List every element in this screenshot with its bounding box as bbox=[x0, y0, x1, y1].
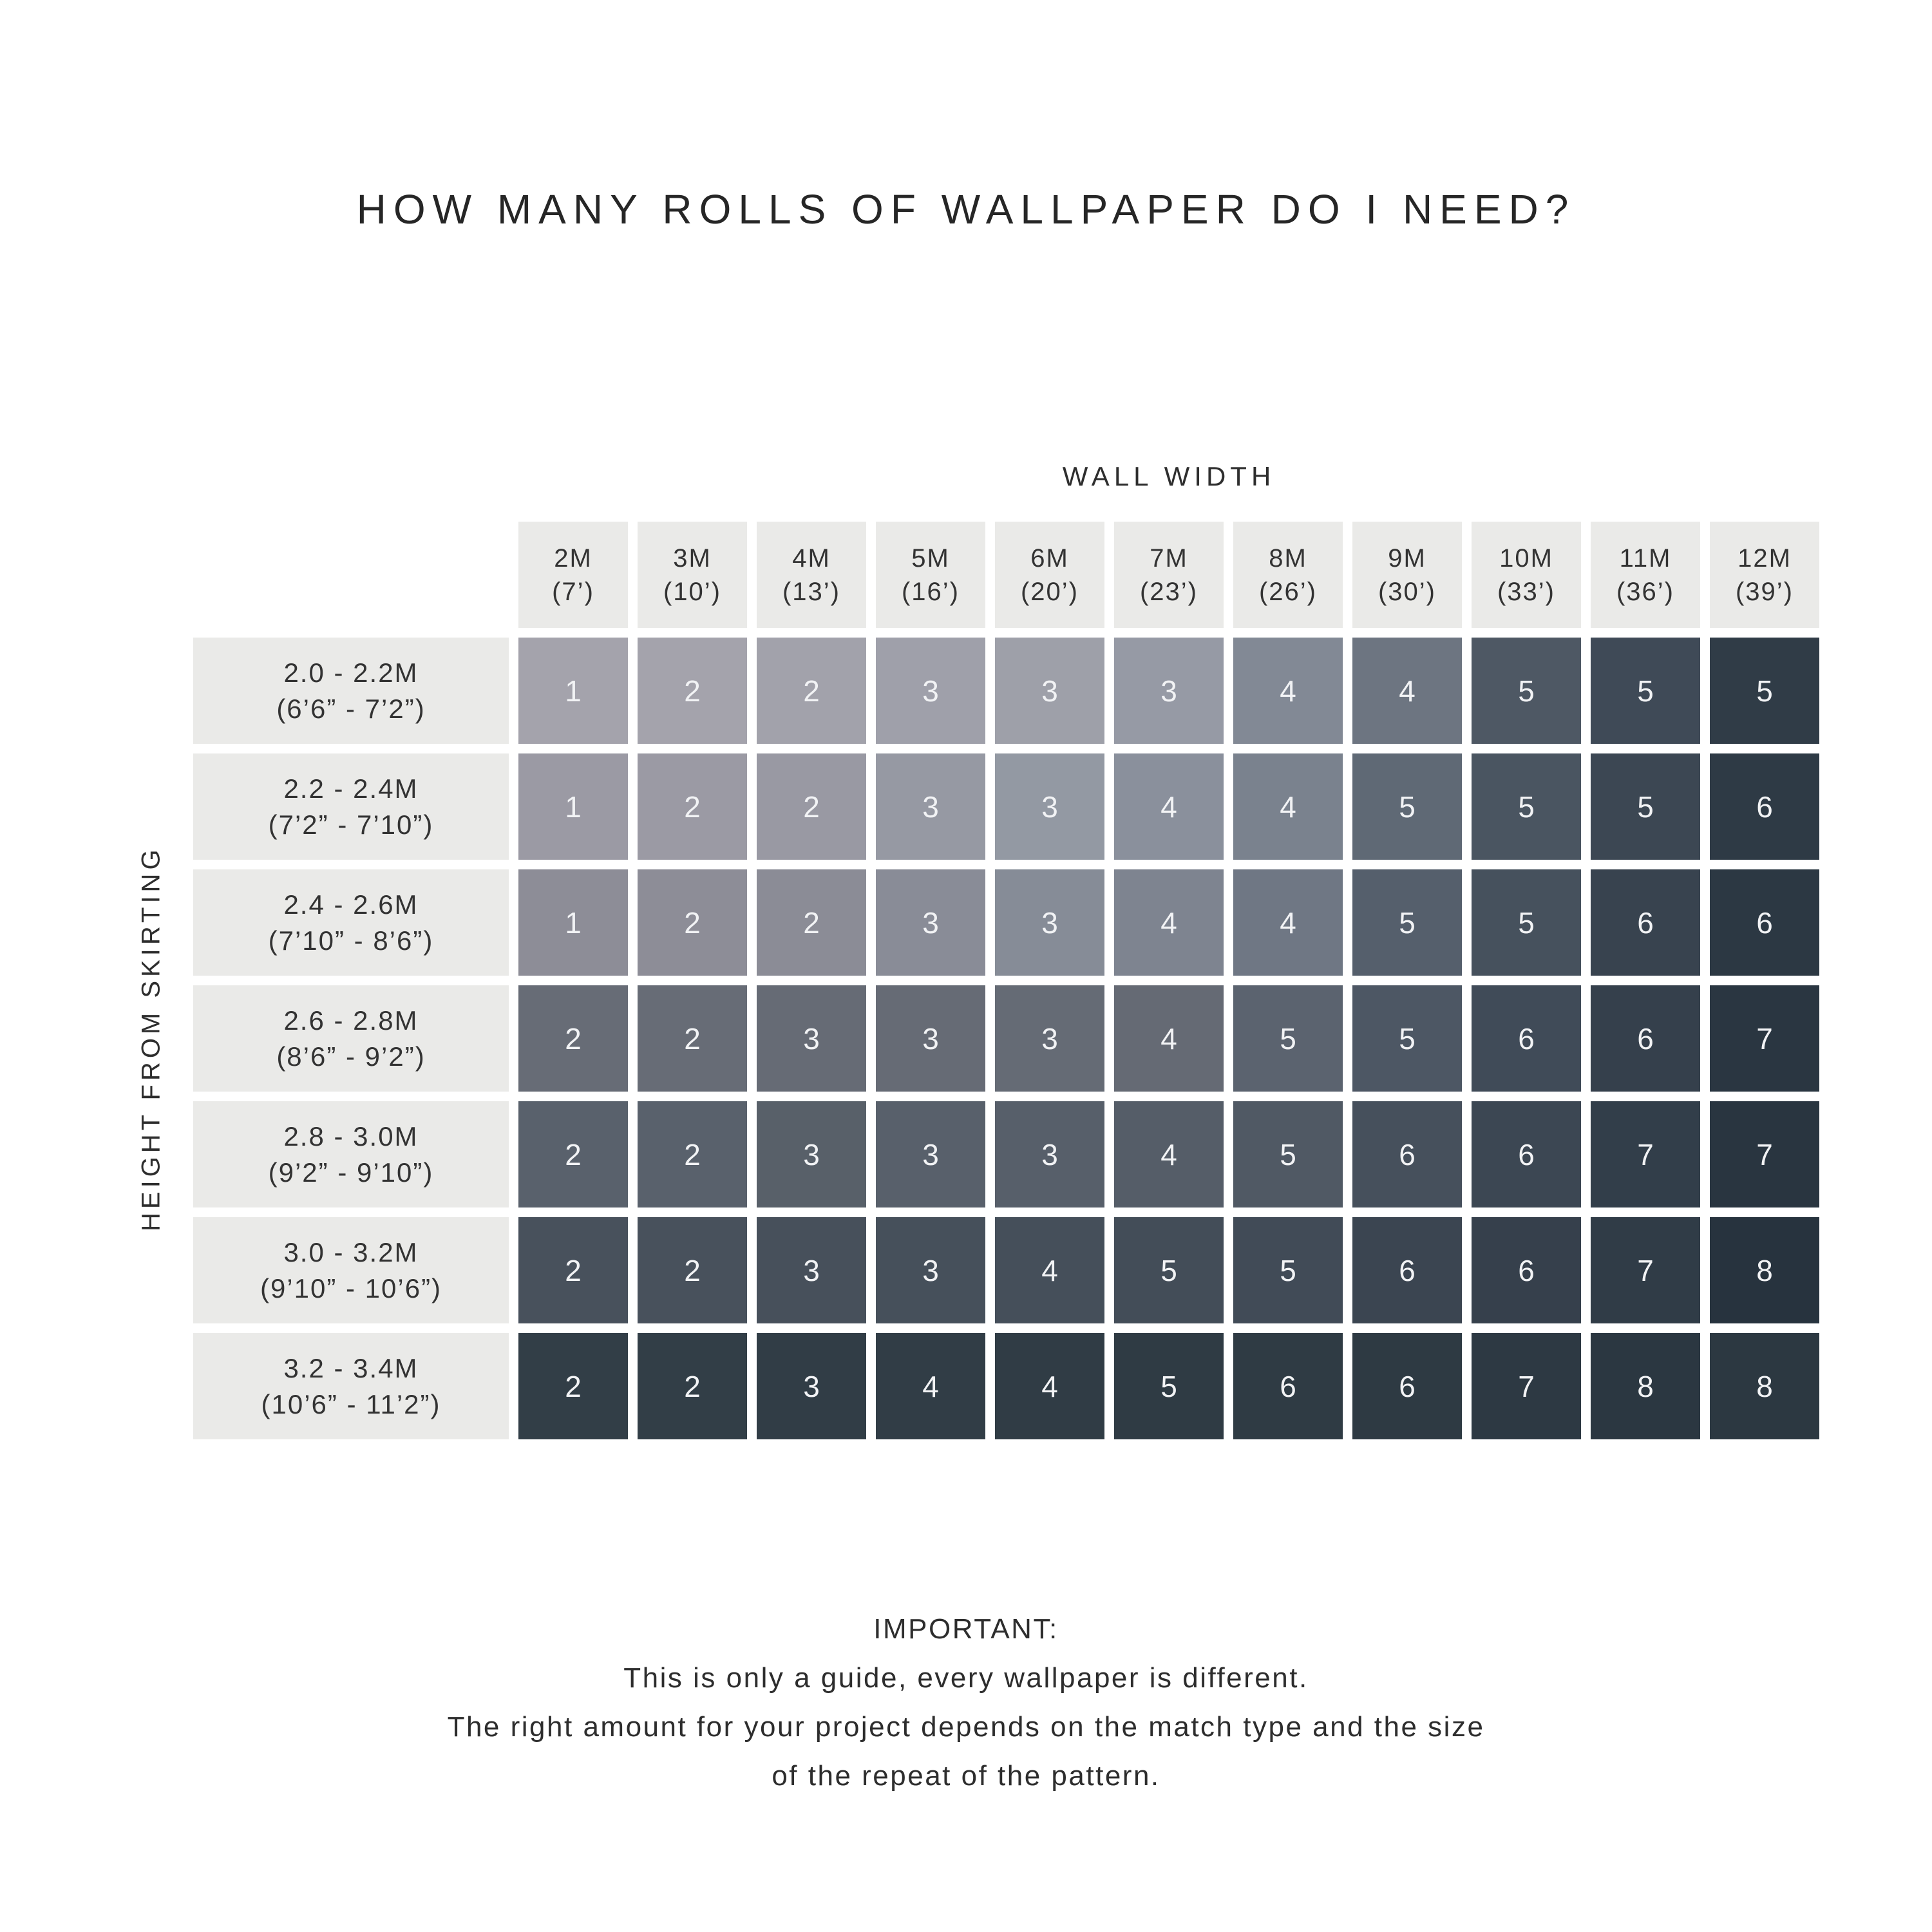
roll-count-cell: 6 bbox=[1472, 985, 1581, 1092]
row-header bbox=[193, 1217, 509, 1323]
roll-count-cell: 7 bbox=[1591, 1101, 1700, 1208]
column-header bbox=[1352, 522, 1462, 628]
roll-count-cell: 7 bbox=[1591, 1217, 1700, 1323]
footer-note bbox=[0, 1605, 1932, 1801]
roll-count-cell: 2 bbox=[518, 1217, 628, 1323]
wall-width-axis-label: WALL WIDTH bbox=[1062, 461, 1276, 491]
roll-count-cell: 6 bbox=[1591, 869, 1700, 976]
roll-count-cell: 3 bbox=[995, 638, 1104, 744]
roll-count-cell: 2 bbox=[518, 1333, 628, 1439]
roll-count-cell: 4 bbox=[1233, 753, 1343, 860]
roll-count-cell: 6 bbox=[1352, 1217, 1462, 1323]
roll-count-cell: 4 bbox=[1114, 985, 1224, 1092]
roll-count-cell: 5 bbox=[1114, 1333, 1224, 1439]
roll-count-cell: 1 bbox=[518, 638, 628, 744]
column-header-imperial: (36’) bbox=[1616, 577, 1675, 606]
roll-count-cell: 3 bbox=[757, 1101, 866, 1208]
roll-count-cell: 2 bbox=[638, 869, 747, 976]
column-header bbox=[995, 522, 1104, 628]
roll-count-cell: 6 bbox=[1710, 753, 1819, 860]
roll-count-cell: 4 bbox=[1352, 638, 1462, 744]
column-header-metric: 12M bbox=[1738, 544, 1792, 573]
roll-count-cell: 4 bbox=[1233, 869, 1343, 976]
roll-count-cell: 5 bbox=[1591, 753, 1700, 860]
roll-count-cell: 1 bbox=[518, 869, 628, 976]
column-header-metric: 5M bbox=[911, 544, 950, 573]
roll-count-cell: 2 bbox=[638, 1217, 747, 1323]
column-header-metric: 8M bbox=[1269, 544, 1307, 573]
row-header-imperial: (10’6” - 11’2”) bbox=[261, 1388, 441, 1419]
roll-count-cell: 4 bbox=[1233, 638, 1343, 744]
roll-count-cell: 3 bbox=[876, 1101, 985, 1208]
roll-count-cell: 7 bbox=[1710, 1101, 1819, 1208]
column-header bbox=[1114, 522, 1224, 628]
column-header-imperial: (30’) bbox=[1378, 577, 1437, 606]
row-header-imperial: (9’2” - 9’10”) bbox=[268, 1157, 434, 1188]
page-title: HOW MANY ROLLS OF WALLPAPER DO I NEED? bbox=[356, 186, 1576, 232]
roll-count-cell: 6 bbox=[1591, 985, 1700, 1092]
roll-count-cell: 2 bbox=[518, 1101, 628, 1208]
column-header bbox=[876, 522, 985, 628]
roll-count-cell: 4 bbox=[876, 1333, 985, 1439]
roll-count-cell: 5 bbox=[1233, 985, 1343, 1092]
footer-lines bbox=[0, 1654, 1932, 1801]
roll-count-cell: 5 bbox=[1591, 638, 1700, 744]
footer-line: This is only a guide, every wallpaper is different. bbox=[623, 1662, 1309, 1694]
column-header-imperial: (26’) bbox=[1258, 577, 1318, 606]
roll-count-cell: 3 bbox=[995, 985, 1104, 1092]
row-header bbox=[193, 1101, 509, 1208]
column-header-metric: 9M bbox=[1388, 544, 1426, 573]
roll-count-cell: 2 bbox=[638, 985, 747, 1092]
roll-count-cell: 6 bbox=[1352, 1101, 1462, 1208]
roll-count-cell: 2 bbox=[638, 638, 747, 744]
roll-count-cell: 5 bbox=[1233, 1101, 1343, 1208]
roll-count-cell: 1 bbox=[518, 753, 628, 860]
roll-count-cell: 2 bbox=[757, 753, 866, 860]
column-header-metric: 6M bbox=[1030, 544, 1069, 573]
row-header bbox=[193, 1333, 509, 1439]
roll-count-cell: 3 bbox=[995, 1101, 1104, 1208]
height-from-skirting-axis-label: HEIGHT FROM SKIRTING bbox=[137, 846, 166, 1231]
rolls-table bbox=[193, 522, 1819, 1439]
roll-count-cell: 5 bbox=[1472, 869, 1581, 976]
row-header-imperial: (7’2” - 7’10”) bbox=[268, 809, 434, 840]
roll-count-cell: 5 bbox=[1352, 869, 1462, 976]
roll-count-cell: 5 bbox=[1352, 985, 1462, 1092]
row-header-imperial: (6’6” - 7’2”) bbox=[276, 693, 426, 724]
row-header bbox=[193, 869, 509, 976]
roll-count-cell: 4 bbox=[995, 1217, 1104, 1323]
roll-count-cell: 2 bbox=[638, 753, 747, 860]
row-header-imperial: (7’10” - 8’6”) bbox=[268, 925, 434, 956]
column-header-metric: 10M bbox=[1499, 544, 1553, 573]
row-header bbox=[193, 638, 509, 744]
roll-count-cell: 3 bbox=[876, 985, 985, 1092]
column-header bbox=[1591, 522, 1700, 628]
roll-count-cell: 3 bbox=[995, 753, 1104, 860]
row-header-metric: 3.0 - 3.2M bbox=[283, 1236, 419, 1267]
roll-count-cell: 5 bbox=[1710, 638, 1819, 744]
roll-count-cell: 5 bbox=[1114, 1217, 1224, 1323]
column-header-metric: 2M bbox=[554, 544, 592, 573]
roll-count-cell: 2 bbox=[518, 985, 628, 1092]
column-header-imperial: (16’) bbox=[901, 577, 960, 606]
roll-count-cell: 7 bbox=[1710, 985, 1819, 1092]
row-header-imperial: (8’6” - 9’2”) bbox=[276, 1041, 426, 1072]
roll-count-cell: 8 bbox=[1710, 1217, 1819, 1323]
row-header-metric: 2.0 - 2.2M bbox=[283, 657, 419, 688]
roll-count-cell: 6 bbox=[1472, 1217, 1581, 1323]
corner-spacer bbox=[193, 522, 509, 628]
roll-count-cell: 5 bbox=[1233, 1217, 1343, 1323]
column-header bbox=[757, 522, 866, 628]
roll-count-cell: 3 bbox=[995, 869, 1104, 976]
footer-heading: IMPORTANT: bbox=[873, 1613, 1059, 1645]
column-header-imperial: (13’) bbox=[782, 577, 841, 606]
roll-count-cell: 6 bbox=[1472, 1101, 1581, 1208]
column-header-imperial: (33’) bbox=[1497, 577, 1556, 606]
column-header-imperial: (39’) bbox=[1735, 577, 1794, 606]
row-header-metric: 2.8 - 3.0M bbox=[283, 1121, 419, 1151]
roll-count-cell: 2 bbox=[638, 1101, 747, 1208]
roll-count-cell: 3 bbox=[757, 1217, 866, 1323]
column-header-metric: 7M bbox=[1150, 544, 1188, 573]
row-header-metric: 2.4 - 2.6M bbox=[283, 889, 419, 920]
roll-count-cell: 5 bbox=[1352, 753, 1462, 860]
column-header bbox=[638, 522, 747, 628]
column-header bbox=[1472, 522, 1581, 628]
roll-count-cell: 6 bbox=[1233, 1333, 1343, 1439]
row-header-imperial: (9’10” - 10’6”) bbox=[260, 1273, 442, 1303]
column-header-imperial: (23’) bbox=[1139, 577, 1198, 606]
roll-count-cell: 7 bbox=[1472, 1333, 1581, 1439]
roll-count-cell: 5 bbox=[1472, 753, 1581, 860]
column-header bbox=[518, 522, 628, 628]
footer-line: of the repeat of the pattern. bbox=[772, 1760, 1160, 1792]
roll-count-cell: 4 bbox=[1114, 1101, 1224, 1208]
roll-count-cell: 2 bbox=[638, 1333, 747, 1439]
column-header-metric: 11M bbox=[1619, 544, 1672, 573]
row-header-metric: 3.2 - 3.4M bbox=[283, 1352, 419, 1383]
roll-count-cell: 3 bbox=[876, 869, 985, 976]
roll-count-cell: 3 bbox=[876, 1217, 985, 1323]
column-header-imperial: (20’) bbox=[1020, 577, 1079, 606]
roll-count-cell: 2 bbox=[757, 869, 866, 976]
roll-count-cell: 3 bbox=[876, 638, 985, 744]
roll-count-cell: 8 bbox=[1591, 1333, 1700, 1439]
column-header-imperial: (7’) bbox=[552, 577, 594, 606]
row-header bbox=[193, 985, 509, 1092]
roll-count-cell: 3 bbox=[757, 1333, 866, 1439]
roll-count-cell: 6 bbox=[1352, 1333, 1462, 1439]
roll-count-cell: 4 bbox=[995, 1333, 1104, 1439]
footer-line: The right amount for your project depends on the match type and the size bbox=[447, 1711, 1485, 1743]
roll-count-cell: 5 bbox=[1472, 638, 1581, 744]
roll-count-cell: 3 bbox=[757, 985, 866, 1092]
row-header-metric: 2.6 - 2.8M bbox=[283, 1005, 419, 1036]
column-header-metric: 4M bbox=[792, 544, 831, 573]
roll-count-cell: 8 bbox=[1710, 1333, 1819, 1439]
column-header-metric: 3M bbox=[673, 544, 712, 573]
roll-count-cell: 4 bbox=[1114, 869, 1224, 976]
column-header bbox=[1233, 522, 1343, 628]
roll-count-cell: 2 bbox=[757, 638, 866, 744]
column-header bbox=[1710, 522, 1819, 628]
row-header bbox=[193, 753, 509, 860]
roll-count-cell: 6 bbox=[1710, 869, 1819, 976]
column-header-imperial: (10’) bbox=[663, 577, 722, 606]
roll-count-cell: 3 bbox=[876, 753, 985, 860]
roll-count-cell: 3 bbox=[1114, 638, 1224, 744]
roll-count-cell: 4 bbox=[1114, 753, 1224, 860]
row-header-metric: 2.2 - 2.4M bbox=[283, 773, 419, 804]
